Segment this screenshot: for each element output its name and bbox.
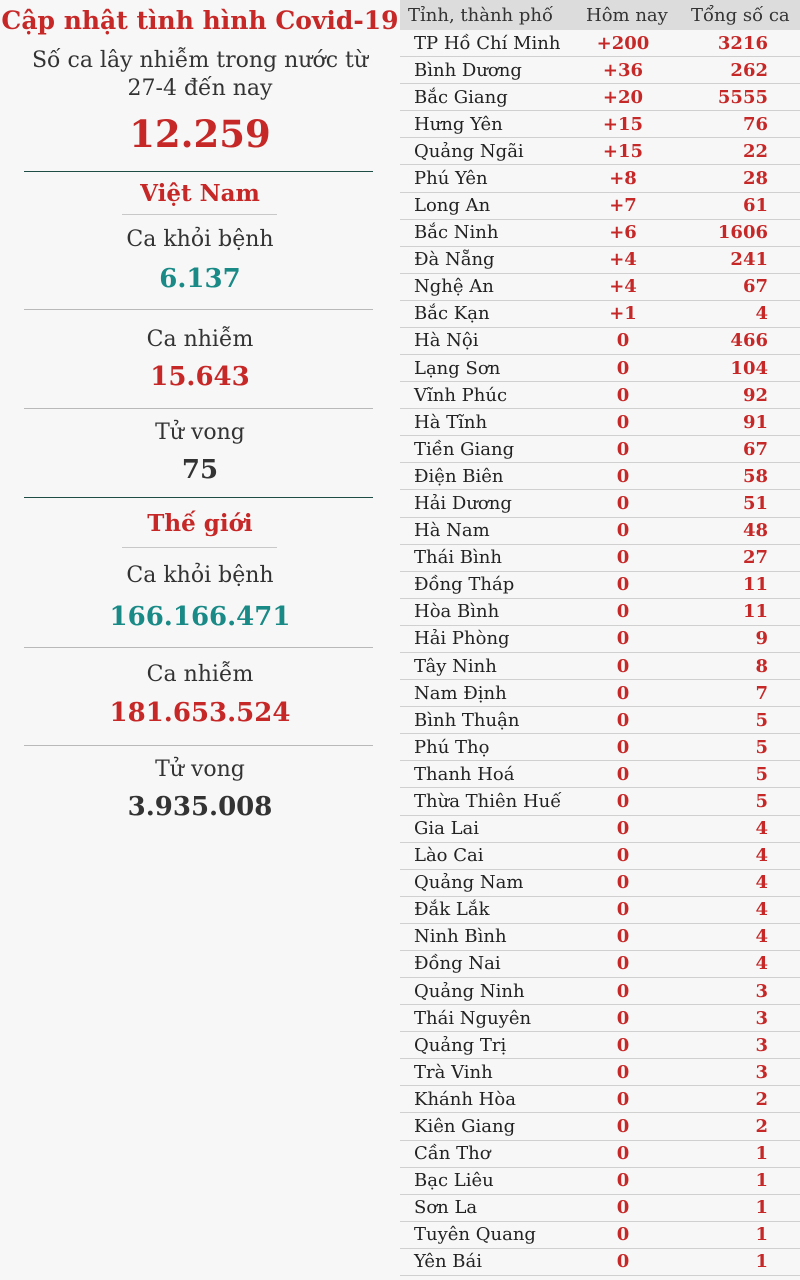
province-cell: Đà Nẵng (414, 249, 495, 271)
total-cell: 51 (742, 493, 768, 514)
province-cell: Long An (414, 195, 491, 217)
total-cell: 466 (730, 330, 768, 352)
total-cell: 7 (755, 682, 768, 704)
today-cell: 0 (616, 872, 630, 894)
today-cell: +1 (609, 303, 637, 325)
total-cell: 11 (742, 601, 768, 623)
table-row (400, 653, 800, 680)
total-cell: 9 (755, 628, 768, 650)
table-row (400, 220, 800, 247)
province-cell: Phú Yên (414, 167, 488, 189)
table-row (400, 572, 800, 599)
today-cell: 0 (616, 1224, 630, 1246)
today-cell: 0 (616, 818, 630, 840)
total-cell: 3 (755, 980, 768, 1002)
total-cell: 3216 (717, 32, 768, 54)
total-cell: 3 (755, 1034, 768, 1056)
total-cell: 3 (755, 1007, 768, 1029)
total-cell: 27 (742, 547, 768, 569)
table-row (400, 518, 800, 545)
vn-infected-value: 15.643 (150, 362, 250, 392)
table-row (400, 734, 800, 761)
total-cell: 67 (742, 276, 768, 298)
today-cell: 0 (616, 1007, 630, 1029)
table-row (400, 951, 800, 978)
today-cell: 0 (616, 465, 630, 487)
today-cell: 0 (616, 899, 630, 921)
total-cell: 28 (742, 167, 768, 189)
province-cell: Đồng Tháp (414, 574, 515, 596)
table-row (400, 1249, 800, 1276)
total-cell: 8 (755, 655, 768, 677)
today-cell: 0 (616, 953, 630, 975)
table-row (400, 1195, 800, 1222)
table-row (400, 463, 800, 490)
table-row (400, 626, 800, 653)
table-row (400, 57, 800, 84)
province-cell: Quảng Ninh (414, 980, 525, 1002)
table-row (400, 1059, 800, 1086)
province-cell: Gia Lai (414, 818, 480, 840)
today-cell: +4 (609, 276, 637, 298)
today-cell: 0 (616, 763, 630, 785)
divider (24, 408, 373, 409)
total-cell: 104 (730, 357, 768, 379)
today-cell: 0 (616, 655, 630, 677)
today-cell: 0 (616, 1251, 630, 1273)
divider (24, 647, 373, 648)
table-row (400, 328, 800, 355)
today-cell: 0 (616, 357, 630, 379)
table-row (400, 870, 800, 897)
province-cell: Bình Thuận (414, 709, 520, 731)
province-cell: Tiền Giang (414, 438, 515, 460)
province-cell: Nghệ An (414, 276, 494, 298)
today-cell: 0 (616, 1061, 630, 1083)
vn-infected-label: Ca nhiễm (146, 327, 254, 352)
table-row (400, 193, 800, 220)
today-cell: 0 (616, 1116, 630, 1137)
header-total: Tổng số ca (691, 5, 790, 26)
province-cell: Vĩnh Phúc (414, 384, 508, 406)
today-cell: 0 (616, 709, 630, 731)
province-cell: Quảng Nam (414, 872, 524, 894)
total-cell: 241 (730, 249, 768, 271)
table-row (400, 1005, 800, 1032)
province-cell: Bắc Kạn (414, 303, 490, 325)
province-cell: Hải Dương (414, 493, 512, 514)
province-cell: Thái Nguyên (414, 1007, 532, 1029)
table-row (400, 599, 800, 626)
province-cell: Sơn La (414, 1197, 478, 1219)
province-cell: Lạng Sơn (414, 357, 501, 379)
domestic-total: 12.259 (129, 112, 271, 156)
today-cell: 0 (616, 980, 630, 1002)
table-row (400, 1222, 800, 1249)
table-row (400, 490, 800, 517)
province-cell: Hòa Bình (414, 601, 500, 623)
total-cell: 262 (730, 59, 768, 81)
table-row (400, 436, 800, 463)
today-cell: 0 (616, 926, 630, 948)
total-cell: 2 (755, 1116, 768, 1137)
total-cell: 76 (742, 113, 768, 135)
total-cell: 11 (742, 574, 768, 596)
total-cell: 48 (742, 520, 768, 542)
province-cell: Lào Cai (414, 845, 484, 867)
today-cell: 0 (616, 438, 630, 460)
total-cell: 5 (755, 763, 768, 785)
page-title: Cập nhật tình hình Covid-19 (1, 6, 399, 35)
section-heading-world: Thế giới (147, 510, 253, 537)
total-cell: 4 (755, 953, 768, 975)
total-cell: 91 (742, 411, 768, 433)
table-row (400, 274, 800, 301)
total-cell: 5 (755, 736, 768, 758)
province-cell: Bình Dương (414, 59, 522, 81)
table-row (400, 788, 800, 815)
total-cell: 92 (742, 384, 768, 406)
today-cell: 0 (616, 493, 630, 514)
province-cell: Tây Ninh (414, 655, 497, 677)
total-cell: 4 (755, 303, 768, 325)
today-cell: 0 (616, 682, 630, 704)
total-cell: 5 (755, 790, 768, 812)
total-cell: 22 (742, 140, 768, 162)
province-cell: Hà Tĩnh (414, 411, 488, 433)
divider (24, 745, 373, 746)
table-row (400, 816, 800, 843)
total-cell: 5555 (717, 86, 768, 108)
table-row (400, 111, 800, 138)
today-cell: +4 (609, 249, 637, 271)
total-cell: 4 (755, 818, 768, 840)
vn-recovered-value: 6.137 (159, 264, 241, 294)
total-cell: 4 (755, 845, 768, 867)
table-row (400, 165, 800, 192)
total-cell: 4 (755, 872, 768, 894)
vn-recovered-label: Ca khỏi bệnh (126, 227, 274, 252)
table-row (400, 545, 800, 572)
total-cell: 2 (755, 1088, 768, 1110)
province-cell: Khánh Hòa (414, 1088, 516, 1110)
today-cell: 0 (616, 628, 630, 650)
province-cell: Bắc Ninh (414, 222, 499, 244)
today-cell: +200 (596, 32, 650, 54)
total-cell: 4 (755, 899, 768, 921)
table-row (400, 301, 800, 328)
province-cell: Yên Bái (414, 1251, 483, 1273)
today-cell: +20 (602, 86, 644, 108)
total-cell: 3 (755, 1061, 768, 1083)
divider (24, 309, 373, 310)
total-cell: 1 (755, 1197, 768, 1219)
province-cell: Thái Bình (414, 547, 502, 569)
today-cell: 0 (616, 384, 630, 406)
header-today: Hôm nay (586, 5, 668, 26)
table-row (400, 978, 800, 1005)
today-cell: 0 (616, 1034, 630, 1056)
table-row (400, 138, 800, 165)
province-cell: Trà Vinh (414, 1061, 493, 1083)
today-cell: 0 (616, 574, 630, 596)
table-row (400, 897, 800, 924)
province-cell: Phú Thọ (414, 736, 490, 758)
header-province: Tỉnh, thành phố (408, 5, 553, 26)
province-cell: Ninh Bình (414, 926, 507, 948)
today-cell: 0 (616, 1170, 630, 1192)
province-cell: Bắc Giang (414, 86, 508, 108)
table-row (400, 1086, 800, 1113)
today-cell: +36 (602, 59, 644, 81)
table-row (400, 1168, 800, 1195)
province-cell: TP Hồ Chí Minh (414, 32, 561, 54)
today-cell: 0 (616, 1143, 630, 1165)
province-cell: Quảng Trị (414, 1034, 507, 1056)
table-row (400, 382, 800, 409)
province-cell: Hưng Yên (414, 113, 503, 135)
today-cell: +8 (609, 167, 637, 189)
world-infected-label: Ca nhiễm (146, 662, 254, 687)
total-cell: 1606 (717, 222, 768, 244)
section-heading-vietnam: Việt Nam (140, 180, 260, 207)
province-cell: Hà Nội (414, 330, 479, 352)
world-infected-value: 181.653.524 (109, 698, 291, 728)
table-row (400, 409, 800, 436)
table-row (400, 761, 800, 788)
table-row (400, 247, 800, 274)
table-row (400, 30, 800, 57)
province-cell: Đắk Lắk (414, 899, 490, 921)
table-row (400, 680, 800, 707)
province-cell: Tuyên Quang (414, 1224, 536, 1246)
total-cell: 5 (755, 709, 768, 731)
total-cell: 1 (755, 1170, 768, 1192)
table-row (400, 924, 800, 951)
world-deaths-value: 3.935.008 (127, 792, 273, 822)
world-recovered-label: Ca khỏi bệnh (126, 563, 274, 588)
divider (24, 171, 373, 172)
today-cell: 0 (616, 1088, 630, 1110)
today-cell: +7 (609, 195, 637, 217)
province-cell: Cần Thơ (414, 1143, 491, 1165)
province-cell: Hải Phòng (414, 628, 510, 650)
total-cell: 1 (755, 1251, 768, 1273)
world-deaths-label: Tử vong (155, 757, 245, 782)
today-cell: 0 (616, 547, 630, 569)
province-cell: Điện Biên (414, 465, 504, 487)
subtitle-line-1: Số ca lây nhiễm trong nước từ (31, 48, 369, 73)
today-cell: 0 (616, 790, 630, 812)
province-cell: Thanh Hoá (414, 763, 515, 785)
province-cell: Kiên Giang (414, 1116, 516, 1137)
today-cell: 0 (616, 1197, 630, 1219)
table-row (400, 843, 800, 870)
domestic-subtitle (0, 47, 400, 103)
today-cell: 0 (616, 736, 630, 758)
province-cell: Hà Nam (414, 520, 490, 542)
today-cell: +6 (609, 222, 637, 244)
table-row (400, 1032, 800, 1059)
divider (122, 547, 277, 548)
table-header (400, 0, 800, 30)
total-cell: 61 (742, 195, 768, 217)
province-cell: Nam Định (414, 682, 507, 704)
province-cell: Đồng Nai (414, 953, 501, 975)
total-cell: 1 (755, 1143, 768, 1165)
today-cell: 0 (616, 601, 630, 623)
total-cell: 58 (742, 465, 768, 487)
table-row (400, 355, 800, 382)
table-row (400, 1141, 800, 1168)
today-cell: 0 (616, 411, 630, 433)
total-cell: 1 (755, 1224, 768, 1246)
today-cell: 0 (616, 520, 630, 542)
province-cell: Thừa Thiên Huế (414, 790, 562, 812)
today-cell: 0 (616, 845, 630, 867)
table-row (400, 84, 800, 111)
table-row (400, 1113, 800, 1140)
world-recovered-value: 166.166.471 (109, 602, 291, 632)
today-cell: +15 (602, 140, 644, 162)
province-cell: Bạc Liêu (414, 1170, 494, 1192)
divider (122, 214, 277, 215)
vn-deaths-label: Tử vong (155, 420, 245, 445)
total-cell: 4 (755, 926, 768, 948)
province-table (400, 0, 800, 1280)
subtitle-line-2: 27-4 đến nay (127, 76, 273, 101)
table-row (400, 707, 800, 734)
divider (24, 497, 373, 498)
today-cell: +15 (602, 113, 644, 135)
province-cell: Quảng Ngãi (414, 140, 524, 162)
vn-deaths-value: 75 (181, 455, 219, 485)
total-cell: 67 (742, 438, 768, 460)
today-cell: 0 (616, 330, 630, 352)
